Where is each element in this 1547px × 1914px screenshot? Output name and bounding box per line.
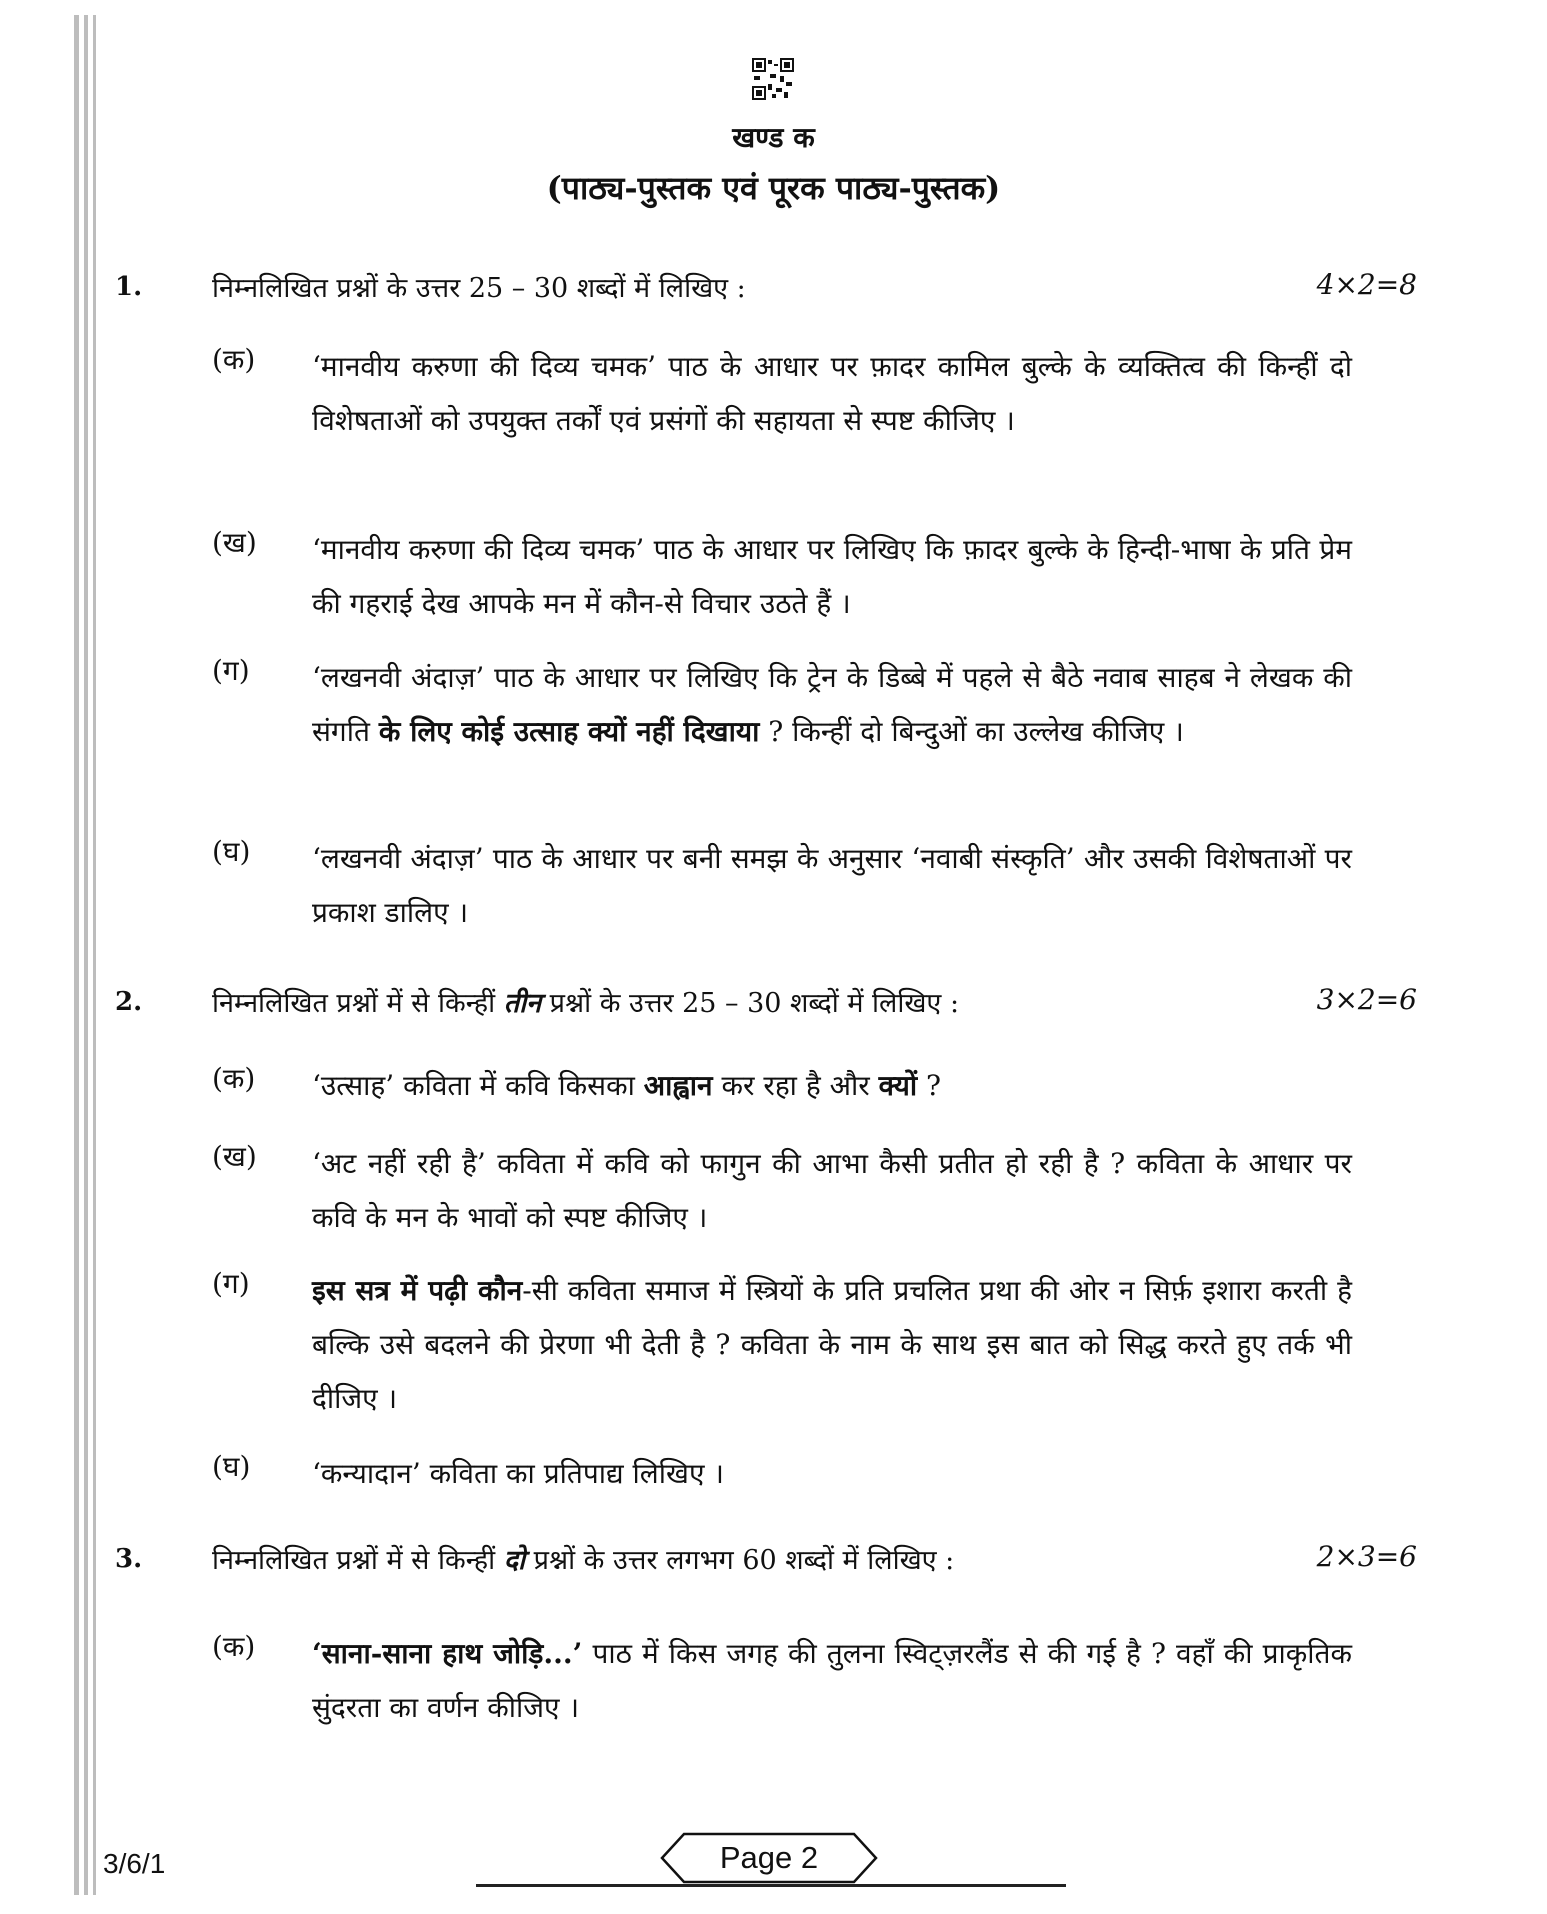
sub-question-text: ‘उत्साह’ कविता में कवि किसका आह्वान कर रहा है और क्यों ? [312, 1069, 942, 1102]
page-number: Page 2 [719, 1840, 819, 1875]
sub-question-label: (ख) [212, 526, 257, 559]
question-number: 3. [115, 1544, 143, 1574]
sub-question-label: (ग) [212, 654, 250, 687]
paper-code: 3/6/1 [103, 1848, 166, 1879]
sub-question-text: ‘लखनवी अंदाज़’ पाठ के आधार पर लिखिए कि ट्रेन के डिब्बे में पहले से बैठे नवाब साहब ने लेखक की संगति के लिए कोई उत्साह क्यों नहीं दिखाया ? किन्हीं दो बिन्दुओं का उल्लेख कीजिए । [312, 661, 1352, 748]
margin-rule [74, 15, 79, 1895]
section-title: खण्ड क [732, 121, 815, 154]
sub-question-label: (ग) [212, 1267, 250, 1300]
sub-question-text: ‘लखनवी अंदाज़’ पाठ के आधार पर बनी समझ के अनुसार ‘नवाबी संस्कृति’ और उसकी विशेषताओं पर प्रकाश डालिए । [312, 842, 1352, 929]
question-number: 1. [115, 272, 143, 302]
sub-question-label: (घ) [212, 1450, 251, 1483]
question-marks: 3×2=6 [1316, 983, 1417, 1016]
question-marks: 2×3=6 [1316, 1540, 1417, 1573]
footer-rule [476, 1884, 1066, 1887]
sub-question-text: ‘मानवीय करुणा की दिव्य चमक’ पाठ के आधार पर लिखिए कि फ़ादर बुल्के के हिन्दी-भाषा के प्रति प्रेम की गहराई देख आपके मन में कौन-से विचार उठते हैं । [312, 533, 1352, 620]
margin-rule [84, 15, 88, 1895]
sub-question-text: ‘अट नहीं रही है’ कविता में कवि को फागुन की आभा कैसी प्रतीत हो रही है ? कविता के आधार पर कवि के मन के भावों को स्पष्ट कीजिए । [312, 1147, 1352, 1234]
sub-question-label: (घ) [212, 835, 251, 868]
question-marks: 4×2=8 [1316, 268, 1417, 301]
sub-question-text: ‘साना-साना हाथ जोड़ि...’ पाठ में किस जगह की तुलना स्विट्ज़रलैंड से की गई है ? वहाँ की प्राकृतिक सुंदरता का वर्णन कीजिए । [312, 1637, 1353, 1724]
question-text: निम्नलिखित प्रश्नों में से किन्हीं तीन प्रश्नों के उत्तर 25 – 30 शब्दों में लिखिए : [212, 988, 960, 1019]
question-number: 2. [115, 987, 143, 1017]
sub-question-text: इस सत्र में पढ़ी कौन-सी कविता समाज में स्त्रियों के प्रति प्रचलित प्रथा की ओर न सिर्फ़ इशारा करती है बल्कि उसे बदलने की प्रेरणा भी देती है ? कविता के नाम के साथ इस बात को सिद्ध करते हुए तर्क भी दीजिए । [312, 1274, 1352, 1415]
sub-question-label: (क) [212, 1630, 256, 1663]
section-subtitle: (पाठ्य-पुस्तक एवं पूरक पाठ्य-पुस्तक) [546, 169, 1001, 207]
question-text: निम्नलिखित प्रश्नों के उत्तर 25 – 30 शब्दों में लिखिए : [212, 273, 746, 304]
sub-question-label: (ख) [212, 1140, 257, 1173]
question-text: निम्नलिखित प्रश्नों में से किन्हीं दो प्रश्नों के उत्तर लगभग 60 शब्दों में लिखिए : [212, 1545, 955, 1576]
sub-question-text: ‘मानवीय करुणा की दिव्य चमक’ पाठ के आधार पर फ़ादर कामिल बुल्के के व्यक्तित्व की किन्हीं दो विशेषताओं को उपयुक्त तर्कों एवं प्रसंगों की सहायता से स्पष्ट कीजिए । [312, 350, 1352, 437]
sub-question-label: (क) [212, 343, 256, 376]
sub-question-label: (क) [212, 1062, 256, 1095]
sub-question-text: ‘कन्यादान’ कविता का प्रतिपाद्य लिखिए । [312, 1457, 724, 1490]
qr-code-icon [752, 58, 794, 100]
margin-rule [93, 15, 96, 1895]
page-number-badge [660, 1832, 878, 1884]
